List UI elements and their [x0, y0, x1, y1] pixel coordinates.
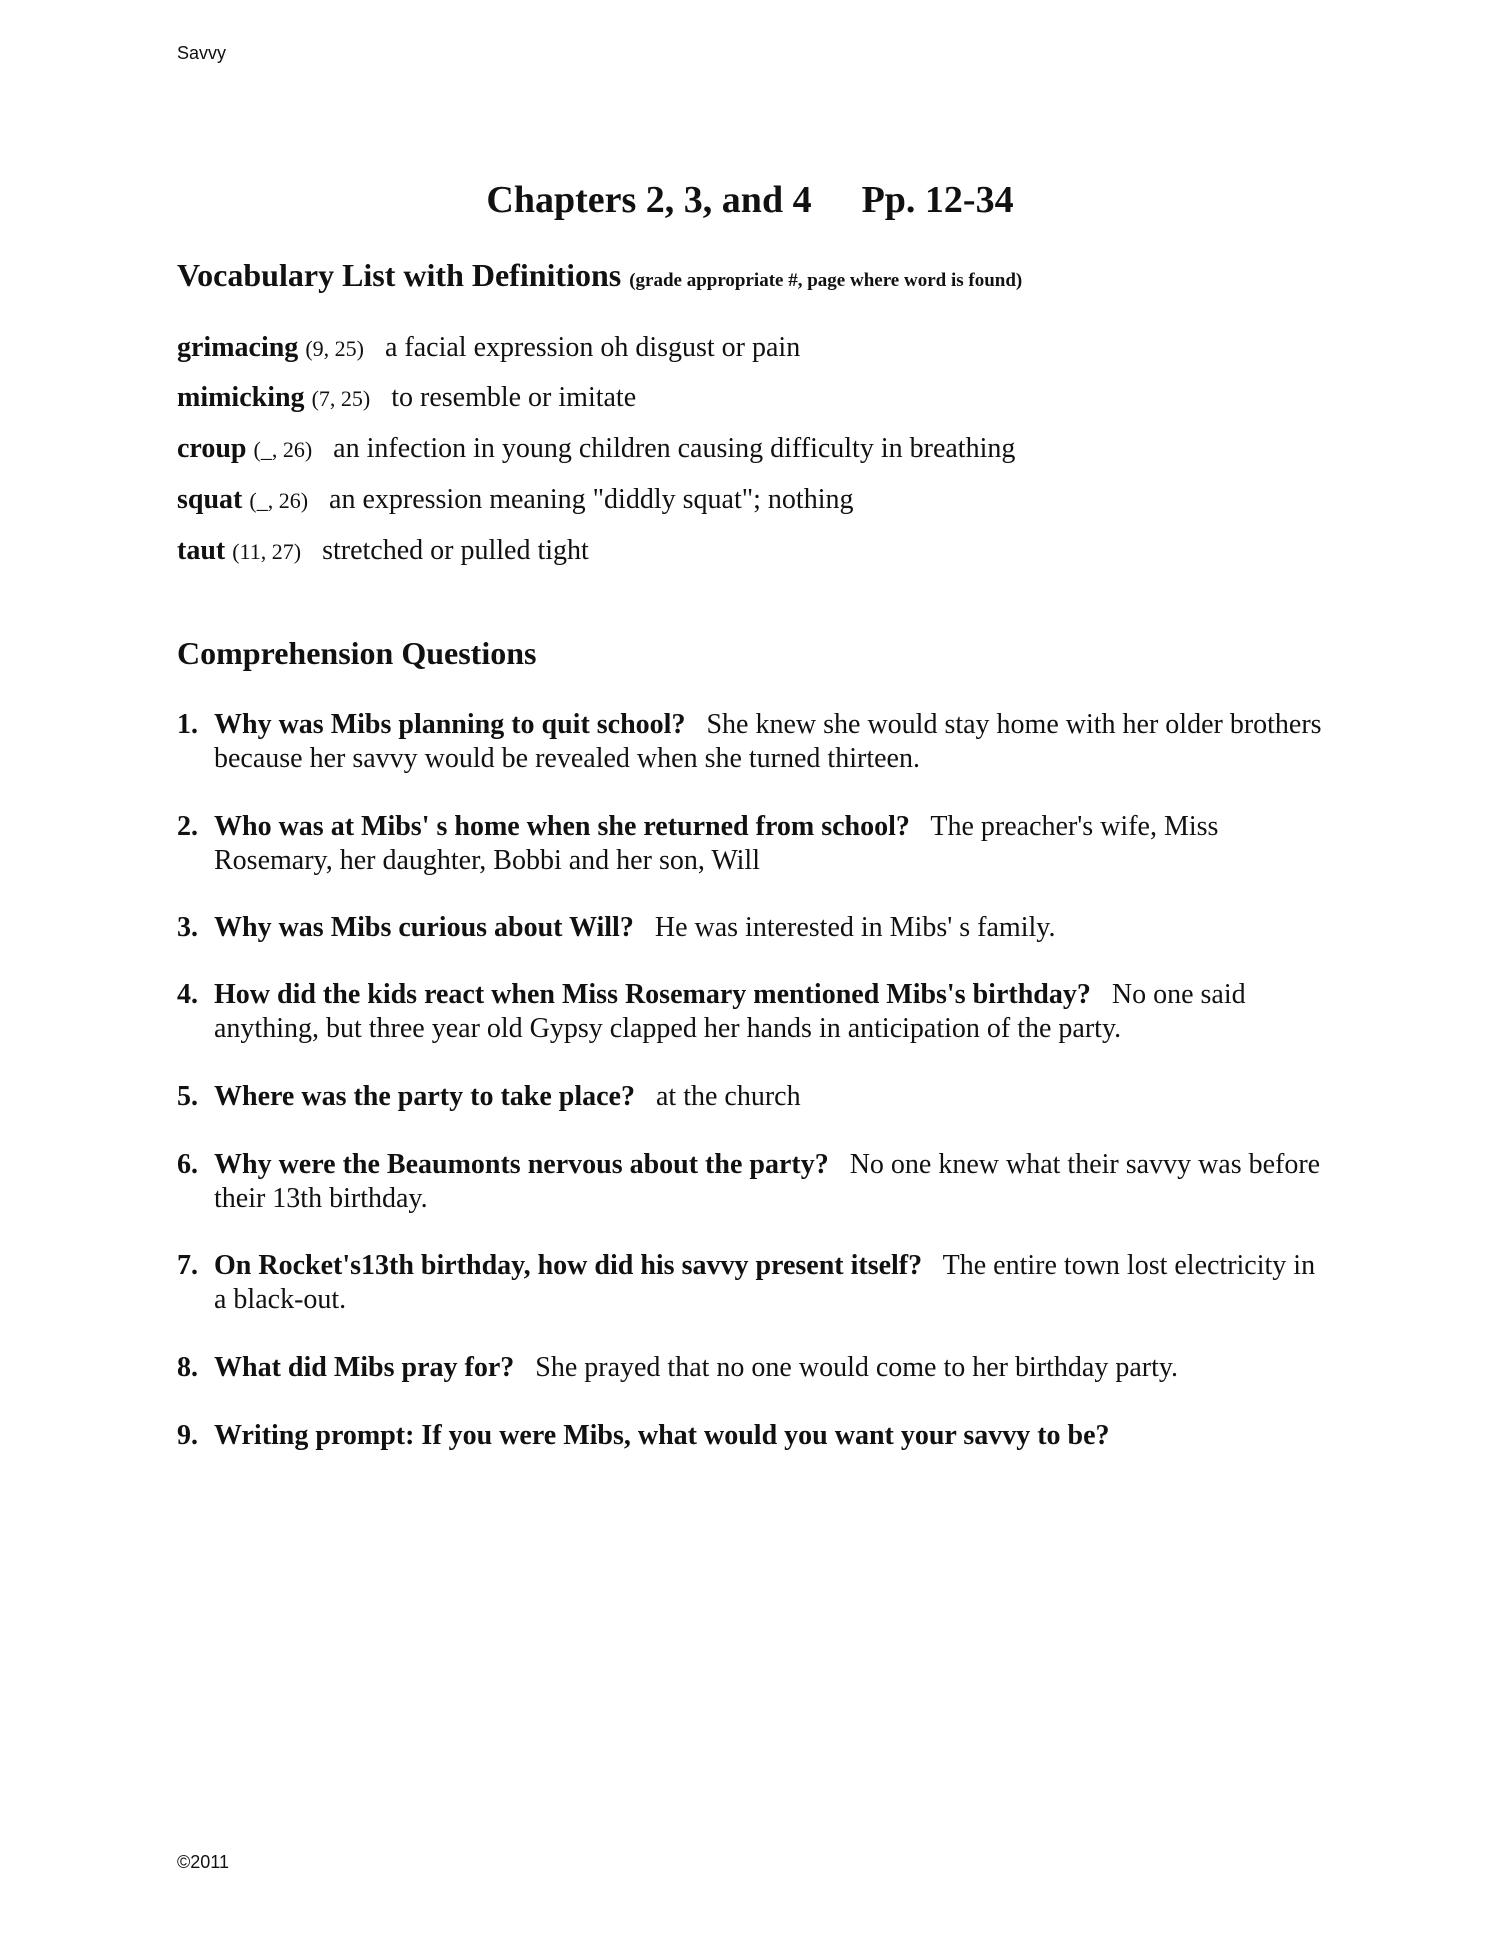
comprehension-heading: Comprehension Questions [177, 635, 537, 671]
question-number: 1. [177, 709, 198, 740]
question-number: 3. [177, 912, 198, 943]
vocab-ref: (_, 26) [253, 437, 313, 462]
question-text: Who was at Mibs' s home when she returned from school? [214, 811, 910, 842]
vocab-item [177, 331, 800, 366]
answer-text: at the church [655, 1081, 801, 1112]
vocab-word: taut [177, 535, 226, 566]
question-item [177, 911, 1327, 945]
answer-text: No one said anything, but three year old Gypsy clapped her hands in anticipation of the party. [214, 979, 1246, 1044]
vocab-ref: (9, 25) [305, 336, 364, 361]
question-text: Where was the party to take place? [214, 1081, 635, 1112]
answer-text: She knew she would stay home with her older brothers because her savvy would be revealed when she turned thirteen. [214, 709, 1322, 774]
answer-text: The preacher's wife, Miss Rosemary, her daughter, Bobbi and her son, Will [214, 811, 1219, 876]
vocabulary-heading-text: Vocabulary List with Definitions [177, 257, 622, 293]
question-item [177, 1351, 1327, 1385]
vocab-word: grimacing [177, 332, 299, 363]
question-text: Writing prompt: If you were Mibs, what would you want your savvy to be? [214, 1420, 1110, 1451]
vocab-ref: (_, 26) [249, 488, 309, 513]
question-item [177, 1148, 1327, 1216]
vocab-item [177, 381, 636, 416]
title-chapters: Chapters 2, 3, and 4 [486, 179, 812, 221]
question-text: Why was Mibs planning to quit school? [214, 709, 686, 740]
question-item [177, 978, 1327, 1046]
running-header: Savvy [177, 43, 227, 63]
copyright: ©2011 [177, 1852, 229, 1872]
question-item [177, 810, 1327, 878]
question-number: 8. [177, 1352, 198, 1383]
vocab-item [177, 432, 1015, 467]
question-number: 5. [177, 1081, 198, 1112]
vocab-ref: (7, 25) [311, 386, 371, 411]
vocab-definition: an infection in young children causing difficulty in breathing [333, 433, 1016, 464]
question-number: 9. [177, 1420, 198, 1451]
vocab-word: squat [177, 484, 243, 515]
vocab-definition: stretched or pulled tight [322, 535, 589, 566]
vocab-definition: a facial expression oh disgust or pain [384, 332, 801, 363]
question-number: 6. [177, 1149, 198, 1180]
question-item [177, 1419, 1327, 1453]
answer-text: The entire town lost electricity in a black-out. [214, 1250, 1316, 1315]
vocab-word: mimicking [177, 382, 305, 413]
question-number: 7. [177, 1250, 198, 1281]
vocabulary-note: (grade appropriate #, page where word is found) [629, 270, 1023, 291]
vocab-word: croup [177, 433, 247, 464]
answer-text: He was interested in Mibs' s family. [654, 912, 1056, 943]
vocab-definition: to resemble or imitate [391, 382, 637, 413]
question-number: 4. [177, 979, 198, 1010]
question-item [177, 1249, 1327, 1317]
question-text: What did Mibs pray for? [214, 1352, 515, 1383]
vocab-item [177, 483, 853, 518]
question-item [177, 708, 1327, 776]
question-text: How did the kids react when Miss Rosemary mentioned Mibs's birthday? [214, 979, 1091, 1010]
vocab-ref: (11, 27) [232, 539, 302, 564]
question-item [177, 1080, 1327, 1114]
page-title [0, 178, 1500, 222]
vocab-item [177, 534, 589, 569]
question-text: On Rocket's13th birthday, how did his savvy present itself? [214, 1250, 923, 1281]
vocabulary-heading [177, 257, 1022, 294]
question-text: Why were the Beaumonts nervous about the party? [214, 1149, 829, 1180]
answer-text: No one knew what their savvy was before their 13th birthday. [214, 1149, 1321, 1214]
title-pages: Pp. 12-34 [861, 179, 1014, 221]
question-number: 2. [177, 811, 198, 842]
question-text: Why was Mibs curious about Will? [214, 912, 634, 943]
vocab-definition: an expression meaning "diddly squat"; nothing [329, 484, 854, 515]
answer-text: She prayed that no one would come to her birthday party. [535, 1352, 1179, 1383]
